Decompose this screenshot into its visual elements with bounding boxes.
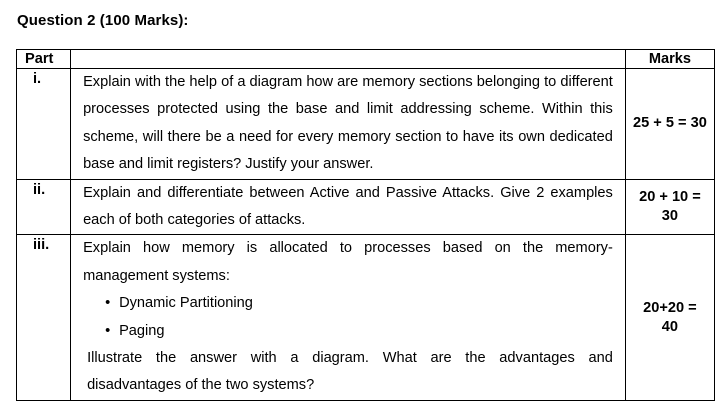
question-text-ii xyxy=(71,179,626,235)
bullet-text: Dynamic Partitioning xyxy=(119,295,253,312)
marks-iii-line2: 40 xyxy=(661,318,679,335)
question-text-iii-intro: Explain how memory is allocated to processes based on the memory-management systems: xyxy=(83,240,613,284)
bullet-dot-icon: • xyxy=(105,295,111,312)
question-heading: Question 2 (100 Marks): xyxy=(17,12,189,29)
question-text-i xyxy=(71,69,626,180)
marks-ii xyxy=(625,179,714,235)
list-item xyxy=(105,318,613,345)
header-marks: Marks xyxy=(625,50,714,69)
table-row xyxy=(17,235,715,400)
part-label-ii: ii. xyxy=(17,179,71,235)
bullet-dot-icon: • xyxy=(105,322,111,339)
part-label-i: i. xyxy=(17,69,71,180)
table-row xyxy=(17,179,715,235)
header-blank xyxy=(71,50,626,69)
bullet-list xyxy=(83,290,613,345)
table-row xyxy=(17,69,715,180)
list-item xyxy=(105,290,613,317)
marks-iii-line1: 20+20 = xyxy=(643,299,697,316)
marks-iii xyxy=(625,235,714,400)
question-text-iii-tail: Illustrate the answer with a diagram. What are the advantages and disadvantages of the two systems? xyxy=(87,350,613,394)
marks-ii-line2: 30 xyxy=(661,208,679,225)
table-header-row xyxy=(17,50,715,69)
question-table xyxy=(16,49,715,401)
question-text-iii xyxy=(71,235,626,400)
marks-i: 25 + 5 = 30 xyxy=(625,69,714,180)
bullet-text: Paging xyxy=(119,322,165,339)
question-text-ii-body: Explain and differentiate between Active and Passive Attacks. Give 2 examples each of both categories of attacks. xyxy=(83,184,613,229)
part-label-iii: iii. xyxy=(17,235,71,400)
header-part: Part xyxy=(17,50,71,69)
marks-ii-line1: 20 + 10 = xyxy=(639,189,701,206)
question-text-i-body: Explain with the help of a diagram how are memory sections belonging to different processes protected using the base and limit addressing scheme. Within this scheme, will there be a need for every memory section to have its own dedicated base and limit registers? Justify your answer. xyxy=(83,74,613,173)
